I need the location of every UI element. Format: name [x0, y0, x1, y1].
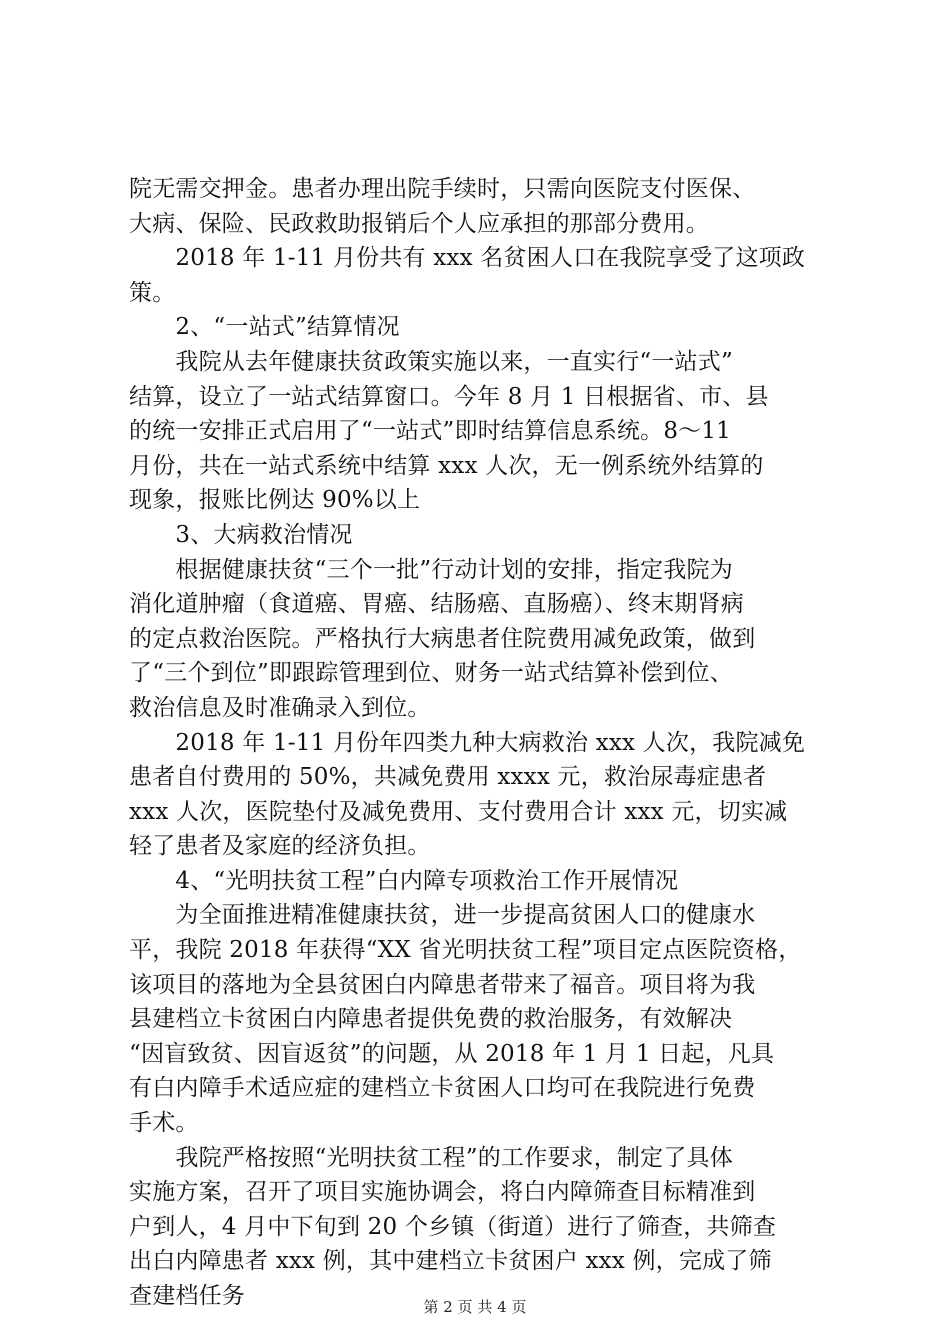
text-line: 救治信息及时准确录入到位。	[129, 694, 431, 721]
text-line: 了“三个到位”即跟踪管理到位、财务一站式结算补偿到位、	[129, 660, 733, 687]
text-line: 查建档任务	[129, 1283, 245, 1309]
text-line: 根据健康扶贫“三个一批”行动计划的安排，指定我院为	[129, 556, 733, 583]
text-line: 手术。	[129, 1110, 199, 1137]
text-line: 现象，报账比例达 90%以上	[129, 487, 421, 514]
text-line: 2、“一站式”结算情况	[129, 314, 400, 341]
text-line: 策。	[129, 279, 176, 306]
text-line: 县建档立卡贫困白内障患者提供免费的救治服务，有效解决	[129, 1006, 733, 1033]
text-line: 2018 年 1-11 月份共有 xxx 名贫困人口在我院享受了这项政	[129, 245, 806, 272]
text-line: 患者自付费用的 50%，共减免费用 xxxx 元，救治尿毒症患者	[129, 764, 767, 791]
text-line: 的统一安排正式启用了“一站式”即时结算信息系统。8～11	[129, 418, 732, 445]
text-line: 我院从去年健康扶贫政策实施以来，一直实行“一站式”	[129, 348, 733, 375]
body-text	[129, 172, 829, 1314]
text-line: 轻了患者及家庭的经济负担。	[129, 833, 431, 860]
text-line: 院无需交押金。患者办理出院手续时，只需向医院支付医保、	[129, 176, 756, 202]
text-line: “因盲致贫、因盲返贫”的问题，从 2018 年 1 月 1 日起，凡具	[129, 1040, 775, 1067]
text-line: 3、大病救治情况	[129, 521, 353, 548]
text-line: 我院严格按照“光明扶贫工程”的工作要求，制定了具体	[129, 1144, 733, 1171]
text-line: 2018 年 1-11 月份年四类九种大病救治 xxx 人次，我院减免	[129, 729, 806, 756]
text-line: 户到人，4 月中下旬到 20 个乡镇（街道）进行了筛查，共筛查	[129, 1213, 777, 1240]
text-line: 实施方案，召开了项目实施协调会，将白内障筛查目标精准到	[129, 1179, 756, 1206]
text-line: 大病、保险、民政救助报销后个人应承担的那部分费用。	[129, 210, 709, 237]
text-line: 月份，共在一站式系统中结算 xxx 人次，无一例系统外结算的	[129, 452, 764, 479]
text-line: 的定点救治医院。严格执行大病患者住院费用减免政策，做到	[129, 625, 756, 652]
page-footer: 第 2 页 共 4 页	[423, 1298, 527, 1316]
text-line: 消化道肿瘤（食道癌、胃癌、结肠癌、直肠癌）、终末期肾病	[129, 591, 744, 618]
text-line: 为全面推进精准健康扶贫，进一步提高贫困人口的健康水	[129, 902, 756, 929]
text-line: 出白内障患者 xxx 例，其中建档立卡贫困户 xxx 例，完成了筛	[129, 1248, 772, 1275]
text-line: 平，我院 2018 年获得“XX 省光明扶贫工程”项目定点医院资格，	[129, 937, 802, 964]
text-line: 该项目的落地为全县贫困白内障患者带来了福音。项目将为我	[129, 971, 756, 998]
text-line: 有白内障手术适应症的建档立卡贫困人口均可在我院进行免费	[129, 1075, 756, 1102]
text-line: 4、“光明扶贫工程”白内障专项救治工作开展情况	[129, 867, 679, 894]
text-line: xxx 人次，医院垫付及减免费用、支付费用合计 xxx 元，切实减	[129, 798, 788, 825]
text-line: 结算，设立了一站式结算窗口。今年 8 月 1 日根据省、市、县	[129, 383, 769, 410]
